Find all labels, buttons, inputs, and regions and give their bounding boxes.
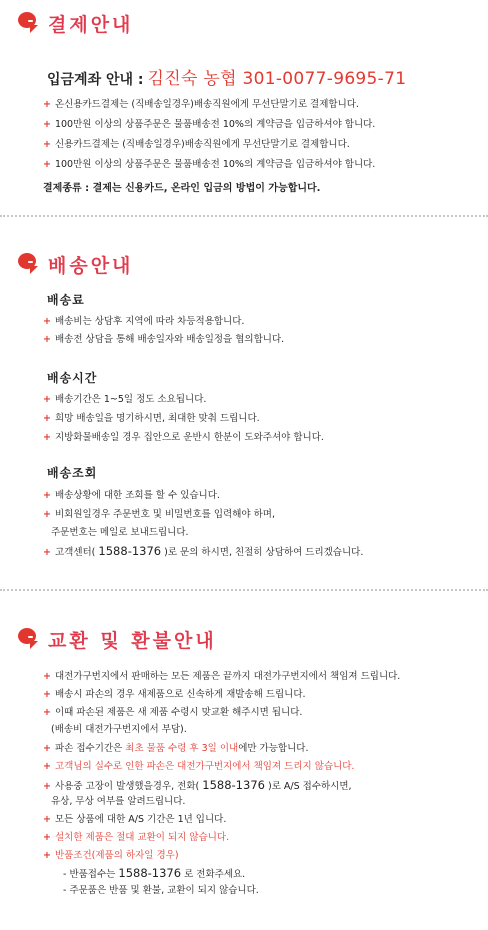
plus-icon: + <box>43 547 51 558</box>
delivery-lookup-bullet-2-cont: 주문번호는 메일로 보내드립니다. <box>51 527 189 538</box>
delivery-section-header <box>18 249 133 279</box>
delivery-fee-bullet-1: + 배송비는 상담후 지역에 따라 차등적용합니다. <box>43 316 245 327</box>
section-divider <box>0 215 488 217</box>
plus-icon: + <box>43 781 51 792</box>
exchange-bullet-3: + 이때 파손된 제품은 새 제품 수령시 맞교환 해주시면 됩니다. <box>43 707 303 718</box>
phone-number: 1588-1376 <box>202 778 265 792</box>
exchange-bullet-1: + 대전가구번지에서 판매하는 모든 제품은 끝까지 대전가구번지에서 책임져 드립니다. <box>43 671 401 682</box>
plus-icon: + <box>43 490 51 501</box>
phone-number: 1588-1376 <box>118 866 182 880</box>
delivery-lookup-bullet-3: + 고객센터( 1588-1376 )로 문의 하시면, 친절히 상담하여 드리겠습니다. <box>43 544 364 558</box>
delivery-time-heading: 배송시간 <box>47 371 98 385</box>
plus-icon: + <box>43 707 51 718</box>
plus-icon: + <box>43 334 51 345</box>
exchange-bullet-6-cont: 유상, 무상 여부를 알려드립니다. <box>51 796 186 807</box>
plus-icon: + <box>43 850 51 861</box>
exchange-bullet-9: + 반품조건(제품의 하자일 경우) <box>43 850 179 861</box>
payment-bullet-1: + 온신용카드결제는 (직배송일경우)배송직원에게 무선단말기로 결제합니다. <box>43 99 359 110</box>
exchange-bullet-4: + 파손 접수기간은 최초 물품 수령 후 3일 이내에만 가능합니다. <box>43 743 309 754</box>
account-value: 김진숙 농협 301-0077-9695-71 <box>147 69 407 89</box>
delivery-lookup-heading: 배송조회 <box>47 466 98 480</box>
account-info <box>47 64 406 89</box>
delivery-title: 배송안내 <box>48 254 134 277</box>
payment-bullet-3: + 신용카드결제는 (직배송일경우)배송직원에게 무선단말기로 결제합니다. <box>43 139 350 150</box>
plus-icon: + <box>43 159 51 170</box>
plus-icon: + <box>43 139 51 150</box>
exchange-deadline: 최초 물품 수령 후 3일 이내 <box>125 743 239 754</box>
exchange-title: 교환 및 환불안내 <box>48 629 217 652</box>
plus-icon: + <box>43 743 51 754</box>
payment-section-header <box>18 8 133 38</box>
plus-icon: + <box>43 99 51 110</box>
delivery-lookup-bullet-1: + 배송상황에 대한 조회를 할 수 있습니다. <box>43 490 220 501</box>
phone-number: 1588-1376 <box>98 544 162 558</box>
delivery-time-bullet-3: + 지방화물배송일 경우 집안으로 운반시 한분이 도와주셔야 합니다. <box>43 432 324 443</box>
exchange-bullet-3-cont: (배송비 대전가구번지에서 부담). <box>51 724 187 735</box>
plus-icon: + <box>43 761 51 772</box>
exchange-section-header <box>18 624 217 654</box>
plus-icon: + <box>43 394 51 405</box>
plus-icon: + <box>43 413 51 424</box>
section-divider <box>0 589 488 591</box>
exchange-bullet-2: + 배송시 파손의 경우 새제품으로 신속하게 재발송해 드립니다. <box>43 689 306 700</box>
payment-summary: 결제종류 : 결제는 신용카드, 온라인 입금의 방법이 가능합니다. <box>43 183 321 194</box>
exchange-bullet-8: + 설치한 제품은 절대 교환이 되지 않습니다. <box>43 832 230 843</box>
exchange-sub-2: - 주문품은 반품 및 환불, 교환이 되지 않습니다. <box>63 885 259 896</box>
speech-bubble-icon <box>18 253 40 275</box>
plus-icon: + <box>43 119 51 130</box>
account-label: 입금계좌 안내 : <box>47 72 144 88</box>
delivery-fee-heading: 배송료 <box>47 293 85 307</box>
plus-icon: + <box>43 671 51 682</box>
exchange-sub-1: - 반품접수는 1588-1376 로 전화주세요. <box>63 866 246 880</box>
plus-icon: + <box>43 832 51 843</box>
exchange-bullet-7: + 모든 상품에 대한 A/S 기간은 1년 입니다. <box>43 814 227 825</box>
plus-icon: + <box>43 316 51 327</box>
exchange-bullet-5: + 고객님의 실수로 인한 파손은 대전가구번지에서 책임져 드리지 않습니다. <box>43 761 355 772</box>
delivery-fee-bullet-2: + 배송전 상담을 통해 배송일자와 배송일정을 협의합니다. <box>43 334 285 345</box>
plus-icon: + <box>43 432 51 443</box>
delivery-time-bullet-1: + 배송기간은 1~5일 정도 소요됩니다. <box>43 394 207 405</box>
exchange-bullet-6: + 사용중 고장이 발생했을경우, 전화( 1588-1376 )로 A/S 접수하시면, <box>43 778 352 792</box>
plus-icon: + <box>43 509 51 520</box>
payment-title: 결제안내 <box>48 13 134 36</box>
delivery-lookup-bullet-2: + 비회원일경우 주문번호 및 비밀번호를 입력해야 하며, <box>43 509 275 520</box>
speech-bubble-icon <box>18 628 40 650</box>
payment-bullet-2: + 100만원 이상의 상품주문은 물품배송전 10%의 계약금을 입금하셔야 합니다. <box>43 119 376 130</box>
delivery-time-bullet-2: + 희망 배송일을 명기하시면, 최대한 맞춰 드립니다. <box>43 413 260 424</box>
plus-icon: + <box>43 814 51 825</box>
speech-bubble-icon <box>18 12 40 34</box>
payment-bullet-4: + 100만원 이상의 상품주문은 물품배송전 10%의 계약금을 입금하셔야 합니다. <box>43 159 376 170</box>
plus-icon: + <box>43 689 51 700</box>
